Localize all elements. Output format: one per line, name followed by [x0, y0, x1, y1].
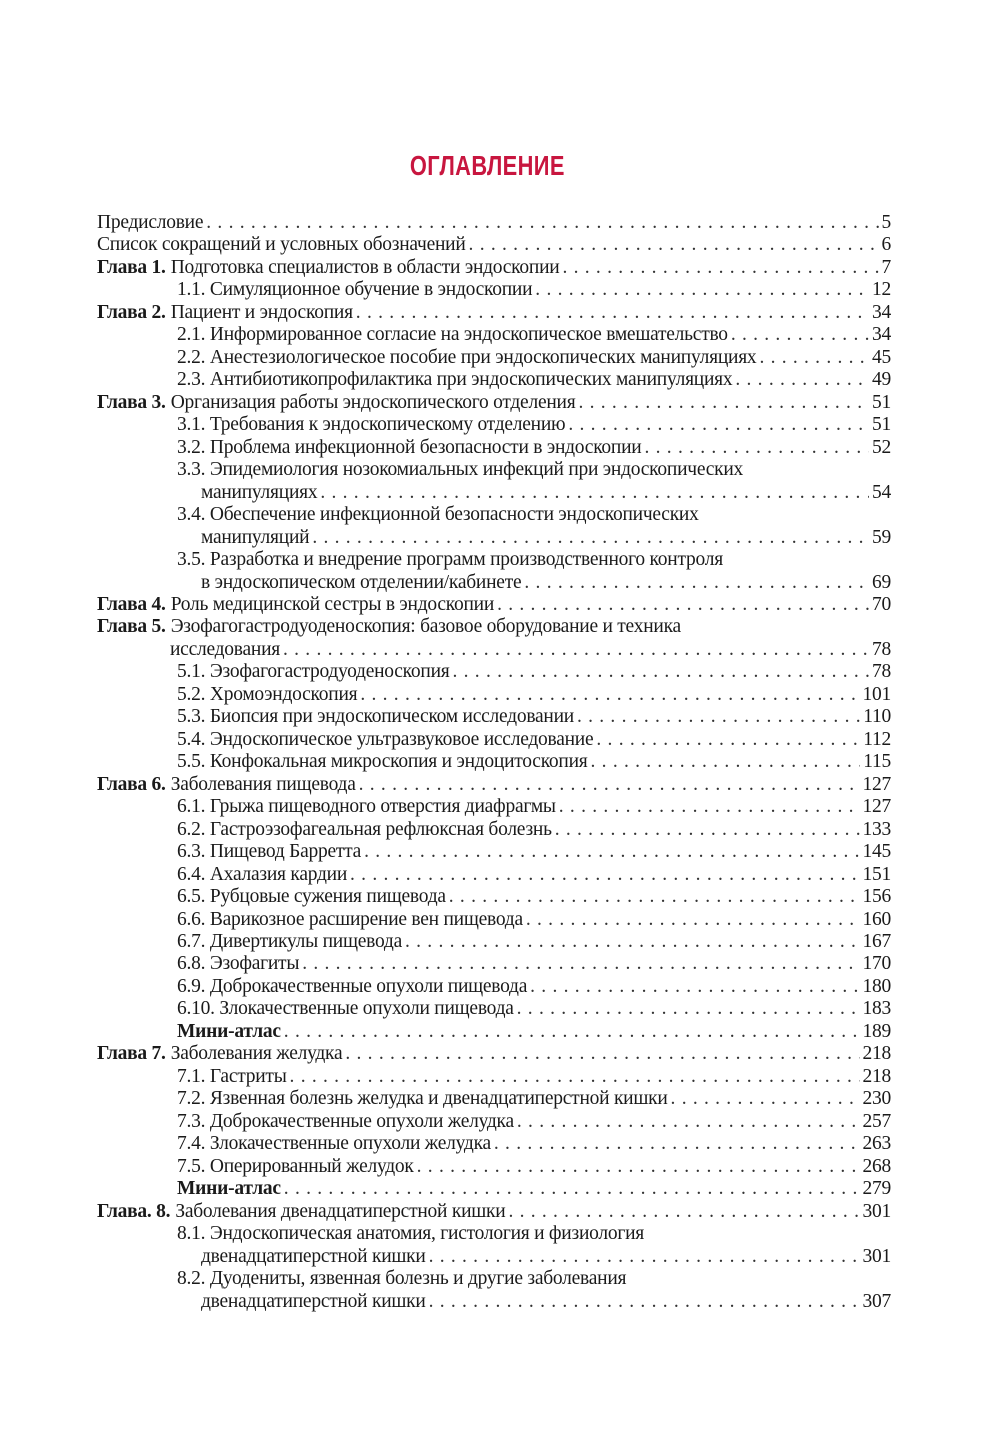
entry-title-continued: двенадцатиперстной кишки — [201, 1290, 426, 1312]
entry-title: 3.2. Проблема инфекционной безопасности в эндоскопии — [177, 436, 642, 458]
dot-leader — [359, 774, 860, 796]
toc-entry-section[interactable] — [97, 279, 891, 301]
entry-title: 6.1. Грыжа пищеводного отверстия диафрагмы — [177, 796, 556, 818]
toc-entry-section[interactable] — [97, 1111, 891, 1133]
page-number: 145 — [862, 841, 891, 863]
chapter-label: Глава 4. — [97, 593, 166, 615]
toc-entry-section[interactable] — [97, 953, 891, 975]
page-number: 189 — [862, 1020, 891, 1042]
page-number: 70 — [872, 593, 891, 615]
page-number: 257 — [862, 1110, 891, 1132]
page-number: 34 — [872, 301, 891, 323]
table-of-contents — [97, 212, 891, 1313]
page-number: 59 — [872, 526, 891, 548]
dot-leader — [429, 1291, 860, 1313]
toc-entry-section[interactable] — [97, 796, 891, 818]
entry-title: 5.1. Эзофагогастродуоденоскопия — [177, 661, 450, 683]
page-number: 127 — [862, 773, 891, 795]
entry-title: 6.3. Пищевод Барретта — [177, 841, 362, 863]
toc-entry-section[interactable] — [97, 909, 891, 931]
page-number: 5 — [881, 212, 891, 233]
entry-title: 3.4. Обеспечение инфекционной безопасности эндоскопических — [177, 504, 699, 526]
entry-title: 3.3. Эпидемиология нозокомиальных инфекций при эндоскопических — [177, 459, 744, 481]
title-text: ОГЛАВЛЕНИЕ — [409, 150, 565, 181]
entry-title: 5.5. Конфокальная микроскопия и эндоцитоскопия — [177, 751, 588, 773]
page-number: 49 — [872, 369, 891, 391]
entry-title: Список сокращений и условных обозначений — [97, 234, 466, 256]
toc-entry-continuation[interactable] — [97, 527, 891, 549]
toc-entry-continuation[interactable] — [97, 1246, 891, 1268]
entry-title-continued: двенадцатиперстной кишки — [201, 1245, 426, 1267]
toc-entry-section[interactable] — [97, 886, 891, 908]
page-number: 34 — [872, 324, 891, 346]
entry-title: 6.4. Ахалазия кардии — [177, 863, 348, 885]
dot-leader — [494, 1133, 860, 1155]
entry-title: 6.2. Гастроэзофагеальная рефлюксная болезнь — [177, 818, 552, 840]
page-number: 69 — [872, 571, 891, 593]
page-number: 127 — [862, 796, 891, 818]
toc-entry-section[interactable] — [97, 347, 891, 369]
entry-title: 1.1. Симуляционное обучение в эндоскопии — [177, 279, 533, 301]
chapter-label: Глава 6. — [97, 773, 166, 795]
dot-leader — [591, 751, 861, 773]
page-number: 115 — [863, 751, 891, 773]
toc-entry-section[interactable] — [97, 414, 891, 436]
entry-title: 5.4. Эндоскопическое ультразвуковое исследование — [177, 728, 594, 750]
toc-entry-section[interactable] — [97, 706, 891, 728]
entry-title: Мини-атлас — [177, 1178, 281, 1200]
toc-entry-continuation[interactable] — [97, 572, 891, 594]
toc-entry-section[interactable] — [97, 1066, 891, 1088]
toc-entry-section[interactable] — [97, 369, 891, 391]
entry-title: 7.4. Злокачественные опухоли желудка — [177, 1133, 491, 1155]
entry-title: Пациент и эндоскопия — [170, 301, 353, 323]
page-number: 301 — [862, 1200, 891, 1222]
entry-title: Роль медицинской сестры в эндоскопии — [170, 593, 495, 615]
toc-entry-section[interactable] — [97, 661, 891, 683]
entry-title: 3.5. Разработка и внедрение программ производственного контроля — [177, 549, 723, 571]
entry-title: 7.2. Язвенная болезнь желудка и двенадцатиперстной кишки — [177, 1088, 668, 1110]
dot-leader — [759, 347, 869, 369]
toc-entry-section[interactable] — [97, 864, 891, 886]
dot-leader — [559, 796, 860, 818]
dot-leader — [449, 886, 860, 908]
page-number: 151 — [862, 863, 891, 885]
entry-title: 6.5. Рубцовые сужения пищевода — [177, 886, 446, 908]
page-number: 110 — [863, 706, 891, 728]
dot-leader — [735, 369, 869, 391]
entry-title: 6.10. Злокачественные опухоли пищевода — [177, 998, 514, 1020]
toc-entry-chapter[interactable] — [97, 1201, 891, 1223]
dot-leader — [302, 953, 859, 975]
entry-title: 8.2. Дуодениты, язвенная болезнь и другие заболевания — [177, 1268, 627, 1290]
dot-leader — [524, 572, 869, 594]
dot-leader — [731, 324, 869, 346]
toc-entry-section[interactable] — [97, 931, 891, 953]
toc-entry-chapter[interactable] — [97, 594, 891, 616]
page-number: 218 — [862, 1043, 891, 1065]
toc-entry-section[interactable] — [97, 549, 891, 571]
entry-title: Эзофагогастродуоденоскопия: базовое оборудование и техника — [170, 616, 681, 638]
toc-entry-chapter[interactable] — [97, 1043, 891, 1065]
dot-leader — [671, 1088, 860, 1110]
entry-title: Организация работы эндоскопического отделения — [170, 391, 576, 413]
entry-title: 7.3. Доброкачественные опухоли желудка — [177, 1110, 514, 1132]
page-title — [0, 150, 975, 182]
toc-entry-section[interactable] — [97, 841, 891, 863]
dot-leader — [469, 234, 879, 256]
page-number: 51 — [872, 414, 891, 436]
page-number: 307 — [862, 1290, 891, 1312]
page-number: 112 — [863, 728, 891, 750]
toc-entry-section[interactable] — [97, 1156, 891, 1178]
toc-entry-section[interactable] — [97, 324, 891, 346]
entry-title: Заболевания пищевода — [170, 773, 356, 795]
entry-title: Заболевания желудка — [170, 1043, 343, 1065]
chapter-label: Глава 3. — [97, 391, 166, 413]
entry-title-continued: в эндоскопическом отделении/кабинете — [201, 571, 522, 593]
dot-leader — [562, 257, 878, 279]
chapter-label: Глава 1. — [97, 256, 166, 278]
page-number: 54 — [872, 481, 891, 503]
toc-entry-section[interactable] — [97, 1088, 891, 1110]
toc-entry-section[interactable] — [97, 459, 891, 481]
entry-title: 2.2. Анестезиологическое пособие при эндоскопических манипуляциях — [177, 346, 757, 368]
dot-leader — [555, 819, 860, 841]
toc-entry-section[interactable] — [97, 437, 891, 459]
toc-entry-chapter[interactable] — [97, 774, 891, 796]
dot-leader — [530, 976, 859, 998]
chapter-label: Глава. 8. — [97, 1200, 171, 1222]
entry-title-continued: манипуляциях — [201, 481, 318, 503]
toc-entry-continuation[interactable] — [97, 1291, 891, 1313]
toc-entry-section[interactable] — [97, 976, 891, 998]
toc-entry-section[interactable] — [97, 1133, 891, 1155]
dot-leader — [577, 706, 860, 728]
dot-leader — [578, 392, 869, 414]
entry-title: 5.2. Хромоэндоскопия — [177, 683, 358, 705]
dot-leader — [283, 639, 869, 661]
dot-leader — [206, 212, 878, 234]
dot-leader — [417, 1156, 860, 1178]
page-number: 160 — [862, 908, 891, 930]
page-number: 167 — [862, 931, 891, 952]
dot-leader — [364, 841, 859, 863]
page-number: 12 — [872, 279, 891, 301]
chapter-label: Глава 7. — [97, 1043, 166, 1065]
entry-title: 5.3. Биопсия при эндоскопическом исследовании — [177, 706, 574, 728]
chapter-label: Глава 2. — [97, 301, 166, 323]
page-number: 6 — [881, 234, 891, 256]
dot-leader — [568, 414, 869, 436]
toc-entry-section[interactable] — [97, 1268, 891, 1290]
dot-leader — [345, 1043, 859, 1065]
entry-title: 8.1. Эндоскопическая анатомия, гистология и физиология — [177, 1223, 645, 1245]
entry-title: 6.7. Дивертикулы пищевода — [177, 931, 402, 952]
entry-title: 6.8. Эзофагиты — [177, 953, 300, 975]
page-number: 263 — [862, 1133, 891, 1155]
entry-title-continued: исследования — [170, 638, 280, 660]
entry-title: 7.5. Оперированный желудок — [177, 1155, 414, 1177]
toc-entry-chapter[interactable] — [97, 392, 891, 414]
page-number: 133 — [862, 818, 891, 840]
toc-entry-section[interactable] — [97, 751, 891, 773]
toc-entry-atlas[interactable] — [97, 1178, 891, 1200]
page-number: 51 — [872, 391, 891, 413]
dot-leader — [526, 909, 860, 931]
dot-leader — [453, 661, 870, 683]
toc-entry-continuation[interactable] — [97, 482, 891, 504]
dot-leader — [284, 1178, 860, 1200]
toc-entry-chapter[interactable] — [97, 616, 891, 638]
dot-leader — [497, 594, 869, 616]
page-number: 218 — [862, 1065, 891, 1087]
dot-leader — [284, 1021, 860, 1043]
dot-leader — [508, 1201, 859, 1223]
dot-leader — [312, 527, 869, 549]
page-number: 268 — [862, 1155, 891, 1177]
page-number: 183 — [862, 998, 891, 1020]
dot-leader — [356, 302, 869, 324]
toc-entry-section[interactable] — [97, 819, 891, 841]
chapter-label: Глава 5. — [97, 616, 166, 638]
page-number: 45 — [872, 346, 891, 368]
page-number: 52 — [872, 436, 891, 458]
page-number: 156 — [862, 886, 891, 908]
page-number: 170 — [862, 953, 891, 975]
dot-leader — [405, 931, 860, 953]
dot-leader — [429, 1246, 860, 1268]
dot-leader — [535, 279, 869, 301]
dot-leader — [350, 864, 859, 886]
toc-entry-chapter[interactable] — [97, 257, 891, 279]
entry-title: Предисловие — [97, 212, 204, 233]
dot-leader — [517, 998, 860, 1020]
entry-title: 7.1. Гастриты — [177, 1065, 287, 1087]
entry-title: Подготовка специалистов в области эндоскопии — [170, 256, 560, 278]
toc-entry-section[interactable] — [97, 729, 891, 751]
entry-title: 3.1. Требования к эндоскопическому отделению — [177, 414, 566, 436]
dot-leader — [645, 437, 870, 459]
page-number: 78 — [872, 638, 891, 660]
page-number: 180 — [862, 975, 891, 997]
page-number: 78 — [872, 661, 891, 683]
dot-leader — [596, 729, 860, 751]
page-number: 279 — [862, 1178, 891, 1200]
dot-leader — [290, 1066, 860, 1088]
toc-entry-chapter[interactable] — [97, 302, 891, 324]
toc-entry-section[interactable] — [97, 684, 891, 706]
toc-entry-front[interactable] — [97, 212, 891, 234]
entry-title: Мини-атлас — [177, 1020, 281, 1042]
toc-entry-atlas[interactable] — [97, 1021, 891, 1043]
entry-title: Заболевания двенадцатиперстной кишки — [175, 1200, 506, 1222]
page-number: 230 — [862, 1088, 891, 1110]
entry-title: 6.9. Доброкачественные опухоли пищевода — [177, 975, 528, 997]
page-number: 301 — [862, 1245, 891, 1267]
dot-leader — [517, 1111, 860, 1133]
dot-leader — [320, 482, 869, 504]
page-number: 101 — [862, 683, 891, 705]
toc-entry-section[interactable] — [97, 504, 891, 526]
toc-entry-continuation[interactable] — [97, 639, 891, 661]
toc-entry-section[interactable] — [97, 998, 891, 1020]
page-number: 7 — [881, 256, 891, 278]
entry-title: 6.6. Варикозное расширение вен пищевода — [177, 908, 523, 930]
entry-title-continued: манипуляций — [201, 526, 310, 548]
entry-title: 2.1. Информированное согласие на эндоскопическое вмешательство — [177, 324, 728, 346]
dot-leader — [360, 684, 859, 706]
entry-title: 2.3. Антибиотикопрофилактика при эндоскопических манипуляциях — [177, 369, 733, 391]
toc-entry-section[interactable] — [97, 1223, 891, 1245]
toc-entry-front[interactable] — [97, 234, 891, 256]
